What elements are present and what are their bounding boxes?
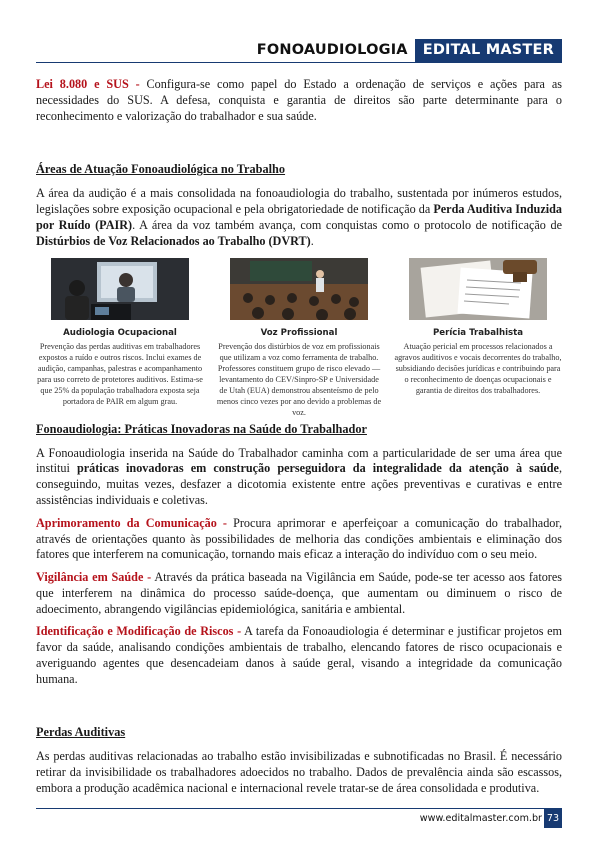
legal-documents-photo <box>409 258 547 320</box>
item-text: Procura aprimorar e aperfeiçoar a comunicação do trabalhador, através de orientações quanto às possibilidades de melhoria das condições ambientais e eliminação dos fatores que interferem na comunicação, tornando mais eficaz a interação do indivíduo com o seu meio. <box>36 515 562 562</box>
item-text: Através da prática baseada na Vigilância em Saúde, pode-se ter acesso aos fatores que interferem na dinâmica do processo saúde-doença, que aumentam ou diminuem o risco de adoecimento, abrangendo vigilâncias epidemiológica, sanitária e ambiental. <box>36 570 563 616</box>
section-areas-paragraph: A área da audição é a mais consolidada na fonoaudiologia do trabalho, sustentada por inúmeros estudos, legislações sobre exposição ocupacional e pela obrigatoriedade de notificação da Perda Auditiva Induzida por Ruído (PAIR). A área da voz também avança, com conquistas como o protocolo de notificação de Distúrbios de Voz Relacionados ao Trabalho (DVRT). <box>36 186 562 248</box>
figure-voz <box>215 258 383 418</box>
audiology-booth-photo <box>51 258 189 320</box>
header-subject: FONOAUDIOLOGIA <box>256 42 408 58</box>
section-praticas-paragraph: A Fonoaudiologia inserida na Saúde do Trabalhador caminha com a particularidade de ser uma área que institui práticas inovadoras em construção perseguidora da integralidade da atenção à saúde, conseguindo, muitas vezes, desfazer a dicotomia existente entre ações preventivas e curativas e entre assistências individuais e coletivas. <box>36 445 562 507</box>
section-heading-perdas: Perdas Auditivas <box>36 724 126 739</box>
figure-caption: Prevenção das perdas auditivas em trabalhadores expostos a ruído e outros riscos. Inclui exames de audição, campanhas, palestras e acompanhamento para uso correto de protetores auditivos. Estima-se que 25% da população trabalhadora exposta seja portadora de PAIR em algum grau. <box>37 342 203 406</box>
item-lead: Vigilância em Saúde - <box>36 570 152 585</box>
intro-lead: Lei 8.080 e SUS - <box>36 77 140 91</box>
figure-audiologia <box>36 258 204 418</box>
item-lead: Aprimoramento da Comunicação - <box>36 515 227 530</box>
page-header <box>257 39 562 62</box>
figure-title: Perícia Trabalhista <box>432 328 524 339</box>
figure-pericia <box>394 258 562 418</box>
item-vigilancia <box>36 570 562 617</box>
footer-url: www.editalmaster.com.br <box>419 813 542 824</box>
intro-paragraph <box>36 77 562 124</box>
page-content <box>36 77 562 797</box>
bold-pair: Perda Auditiva Induzida por Ruído (PAIR) <box>36 201 562 232</box>
classroom-photo <box>230 258 368 320</box>
footer-divider <box>36 808 562 809</box>
header-divider <box>36 62 562 63</box>
section-perdas-paragraph: As perdas auditivas relacionadas ao trabalho estão invisibilizadas e subnotificadas no Brasil. É necessário retirar da invisibilidade os trabalhadores adoecidos no trabalho. Dados de prevalência ainda são escassos, embora a produção acadêmica nacional e internacional revele tratar-se de área consolidada e produtiva. <box>36 749 562 796</box>
figure-caption: Prevenção dos distúrbios de voz em profissionais que utilizam a voz como ferramenta de trabalho. Professores constituem grupo de risco elevado — levantamento do CEV/Sinpro-SP e Universidade de Utah (EUA) demonstrou absenteísmo de pelo menos cinco vezes por ano devido a problemas de voz. <box>216 342 382 417</box>
item-text: A tarefa da Fonoaudiologia é determinar e justificar projetos em favor da saúde, analisando condições ambientais de trabalho, elencando fatores de risco ocupacionais e averiguando agentes que desencadeiam danos à saúde geral, visando a integridade da comunicação humana. <box>36 624 562 686</box>
figure-row <box>36 258 562 418</box>
figure-caption: Atuação pericial em processos relacionados a agravos auditivos e vocais decorrentes do trabalho, subsidiando decisões jurídicas e contribuindo para o reconhecimento de doenças ocupacionais e garantia de direitos dos trabalhadores. <box>394 342 562 395</box>
item-riscos <box>36 624 562 687</box>
bold-praticas: práticas inovadoras em construção perseguidora da integralidade da atenção à saúde <box>76 461 559 476</box>
figure-title: Voz Profissional <box>260 328 338 339</box>
section-heading-praticas: Fonoaudiologia: Práticas Inovadoras na Saúde do Trabalhador <box>36 421 367 436</box>
header-brand: EDITAL MASTER <box>415 39 562 62</box>
item-lead: Identificação e Modificação de Riscos - <box>36 624 242 639</box>
section-heading-areas: Áreas de Atuação Fonoaudiológica no Trabalho <box>36 162 286 177</box>
bold-dvrt: Distúrbios de Voz Relacionados ao Trabalho (DVRT) <box>36 233 311 248</box>
figure-title: Audiologia Ocupacional <box>63 328 177 339</box>
page-number: 73 <box>544 809 562 828</box>
intro-text: Configura-se como papel do Estado a ordenação de serviços e ações para as necessidades do SUS. A defesa, conquista e garantia de direitos são parte determinante para o reconhecimento e valorização do trabalhador e sua saúde. <box>36 77 562 123</box>
item-comunicacao <box>36 516 562 563</box>
